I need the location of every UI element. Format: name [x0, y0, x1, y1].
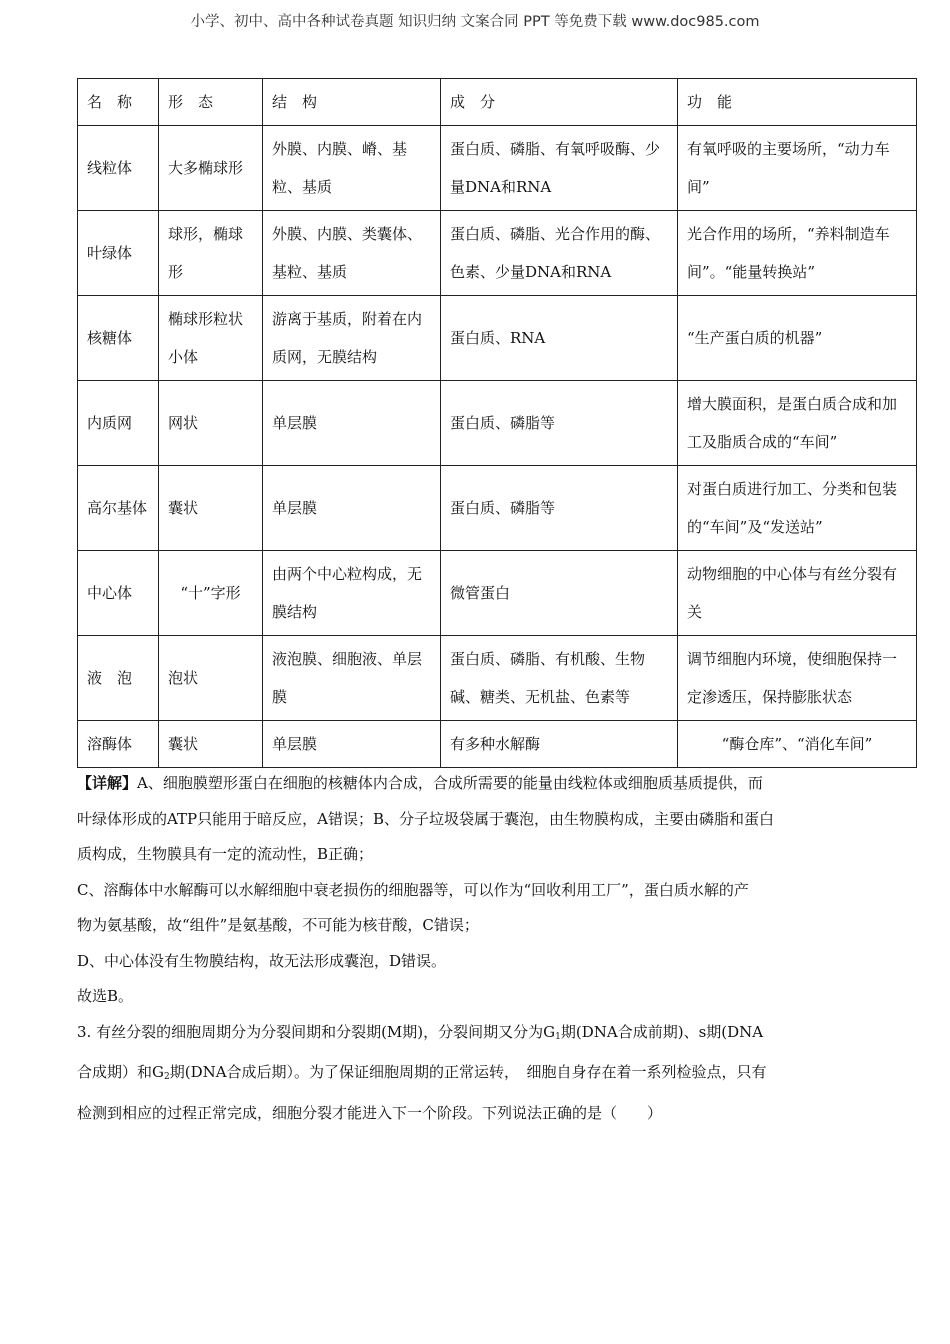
- table-cell: 球形，椭球形: [159, 211, 263, 296]
- table-cell: 叶绿体: [78, 211, 159, 296]
- table-cell: 蛋白质、磷脂、有氧呼吸酶、少量DNA和RNA: [441, 126, 678, 211]
- site-header: 小学、初中、高中各种试卷真题 知识归纳 文案合同 PPT 等免费下载 www.doc985.com: [190, 14, 760, 30]
- table-cell: 线粒体: [78, 126, 159, 211]
- table-cell: 椭球形粒状小体: [159, 296, 263, 381]
- table-cell: 液泡膜、细胞液、单层膜: [263, 636, 441, 721]
- table-row: [78, 381, 917, 466]
- table-cell: 网状: [159, 381, 263, 466]
- header-cell: 功 能: [678, 79, 917, 126]
- analysis-line: 故选B。: [77, 987, 134, 1005]
- analysis-line: 叶绿体形成的ATP只能用于暗反应，A错误；B、分子垃圾袋属于囊泡，由生物膜构成，主要由磷脂和蛋白: [77, 809, 774, 828]
- table-cell: 内质网: [78, 381, 159, 466]
- table-row: [78, 551, 917, 636]
- table-cell: 单层膜: [263, 381, 441, 466]
- table-cell: “生产蛋白质的机器”: [678, 296, 917, 381]
- organelle-table: [77, 78, 917, 768]
- table-cell: 囊状: [159, 466, 263, 551]
- analysis-line: 质构成，生物膜具有一定的流动性，B正确；: [77, 845, 374, 863]
- question-line: 3. 有丝分裂的细胞周期分为分裂间期和分裂期(M期)，分裂间期又分为$G_1$期(DNA合成前期)、s期(DNA: [77, 1022, 764, 1042]
- table-cell: 蛋白质、磷脂、有机酸、生物碱、糖类、无机盐、色素等: [441, 636, 678, 721]
- table-cell: “十”字形: [159, 551, 263, 636]
- table-cell: 囊状: [159, 721, 263, 768]
- header-cell: 形 态: [159, 79, 263, 126]
- table-cell: 有多种水解酶: [441, 721, 678, 768]
- table-header-row: [78, 79, 917, 126]
- analysis-line: C、溶酶体中水解酶可以水解细胞中衰老损伤的细胞器等，可以作为“回收利用工厂”，蛋白质水解的产: [77, 880, 749, 899]
- table-cell: 溶酶体: [78, 721, 159, 768]
- table-cell: 微管蛋白: [441, 551, 678, 636]
- table-row: [78, 296, 917, 381]
- table-cell: 游离于基质，附着在内质网，无膜结构: [263, 296, 441, 381]
- table-cell: 中心体: [78, 551, 159, 636]
- table-cell: 调节细胞内环境，使细胞保持一定渗透压，保持膨胀状态: [678, 636, 917, 721]
- header-cell: 成 分: [441, 79, 678, 126]
- table-row: [78, 636, 917, 721]
- table-cell: 核糖体: [78, 296, 159, 381]
- table-cell: 蛋白质、RNA: [441, 296, 678, 381]
- table-cell: 光合作用的场所，“养料制造车间”。“能量转换站”: [678, 211, 917, 296]
- table-cell: 单层膜: [263, 721, 441, 768]
- analysis-block: [77, 766, 877, 1131]
- table-cell: 泡状: [159, 636, 263, 721]
- analysis-line: 物为氨基酸，故“组件”是氨基酸，不可能为核苷酸，C错误；: [77, 916, 479, 934]
- table-cell: 有氧呼吸的主要场所，“动力车间”: [678, 126, 917, 211]
- header-cell: 结 构: [263, 79, 441, 126]
- table-row: [78, 211, 917, 296]
- table-cell: “酶仓库”、“消化车间”: [678, 721, 917, 768]
- table-cell: 大多椭球形: [159, 126, 263, 211]
- table-row: [78, 466, 917, 551]
- analysis-line: 【详解】A、细胞膜塑形蛋白在细胞的核糖体内合成，合成所需要的能量由线粒体或细胞质基质提供，而: [77, 774, 763, 792]
- table-cell: 液 泡: [78, 636, 159, 721]
- table-cell: 外膜、内膜、类囊体、基粒、基质: [263, 211, 441, 296]
- table-row: [78, 721, 917, 768]
- table-cell: 外膜、内膜、嵴、基粒、基质: [263, 126, 441, 211]
- analysis-label: 【详解】: [77, 774, 138, 792]
- table-cell: 蛋白质、磷脂等: [441, 381, 678, 466]
- table-row: [78, 126, 917, 211]
- table-cell: 蛋白质、磷脂等: [441, 466, 678, 551]
- question-line: 检测到相应的过程正常完成，细胞分裂才能进入下一个阶段。下列说法正确的是（ ）: [77, 1103, 663, 1122]
- table-cell: 单层膜: [263, 466, 441, 551]
- table-cell: 对蛋白质进行加工、分类和包装的“车间”及“发送站”: [678, 466, 917, 551]
- table-cell: 动物细胞的中心体与有丝分裂有关: [678, 551, 917, 636]
- table-cell: 由两个中心粒构成，无膜结构: [263, 551, 441, 636]
- question-line: 合成期）和$G_2$期(DNA合成后期）。为了保证细胞周期的正常运转， 细胞自身存在着一系列检验点，只有: [77, 1063, 767, 1082]
- table-cell: 高尔基体: [78, 466, 159, 551]
- table-cell: 增大膜面积，是蛋白质合成和加工及脂质合成的“车间”: [678, 381, 917, 466]
- analysis-line: D、中心体没有生物膜结构，故无法形成囊泡，D错误。: [77, 951, 447, 970]
- header-cell: 名 称: [78, 79, 159, 126]
- table-cell: 蛋白质、磷脂、光合作用的酶、色素、少量DNA和RNA: [441, 211, 678, 296]
